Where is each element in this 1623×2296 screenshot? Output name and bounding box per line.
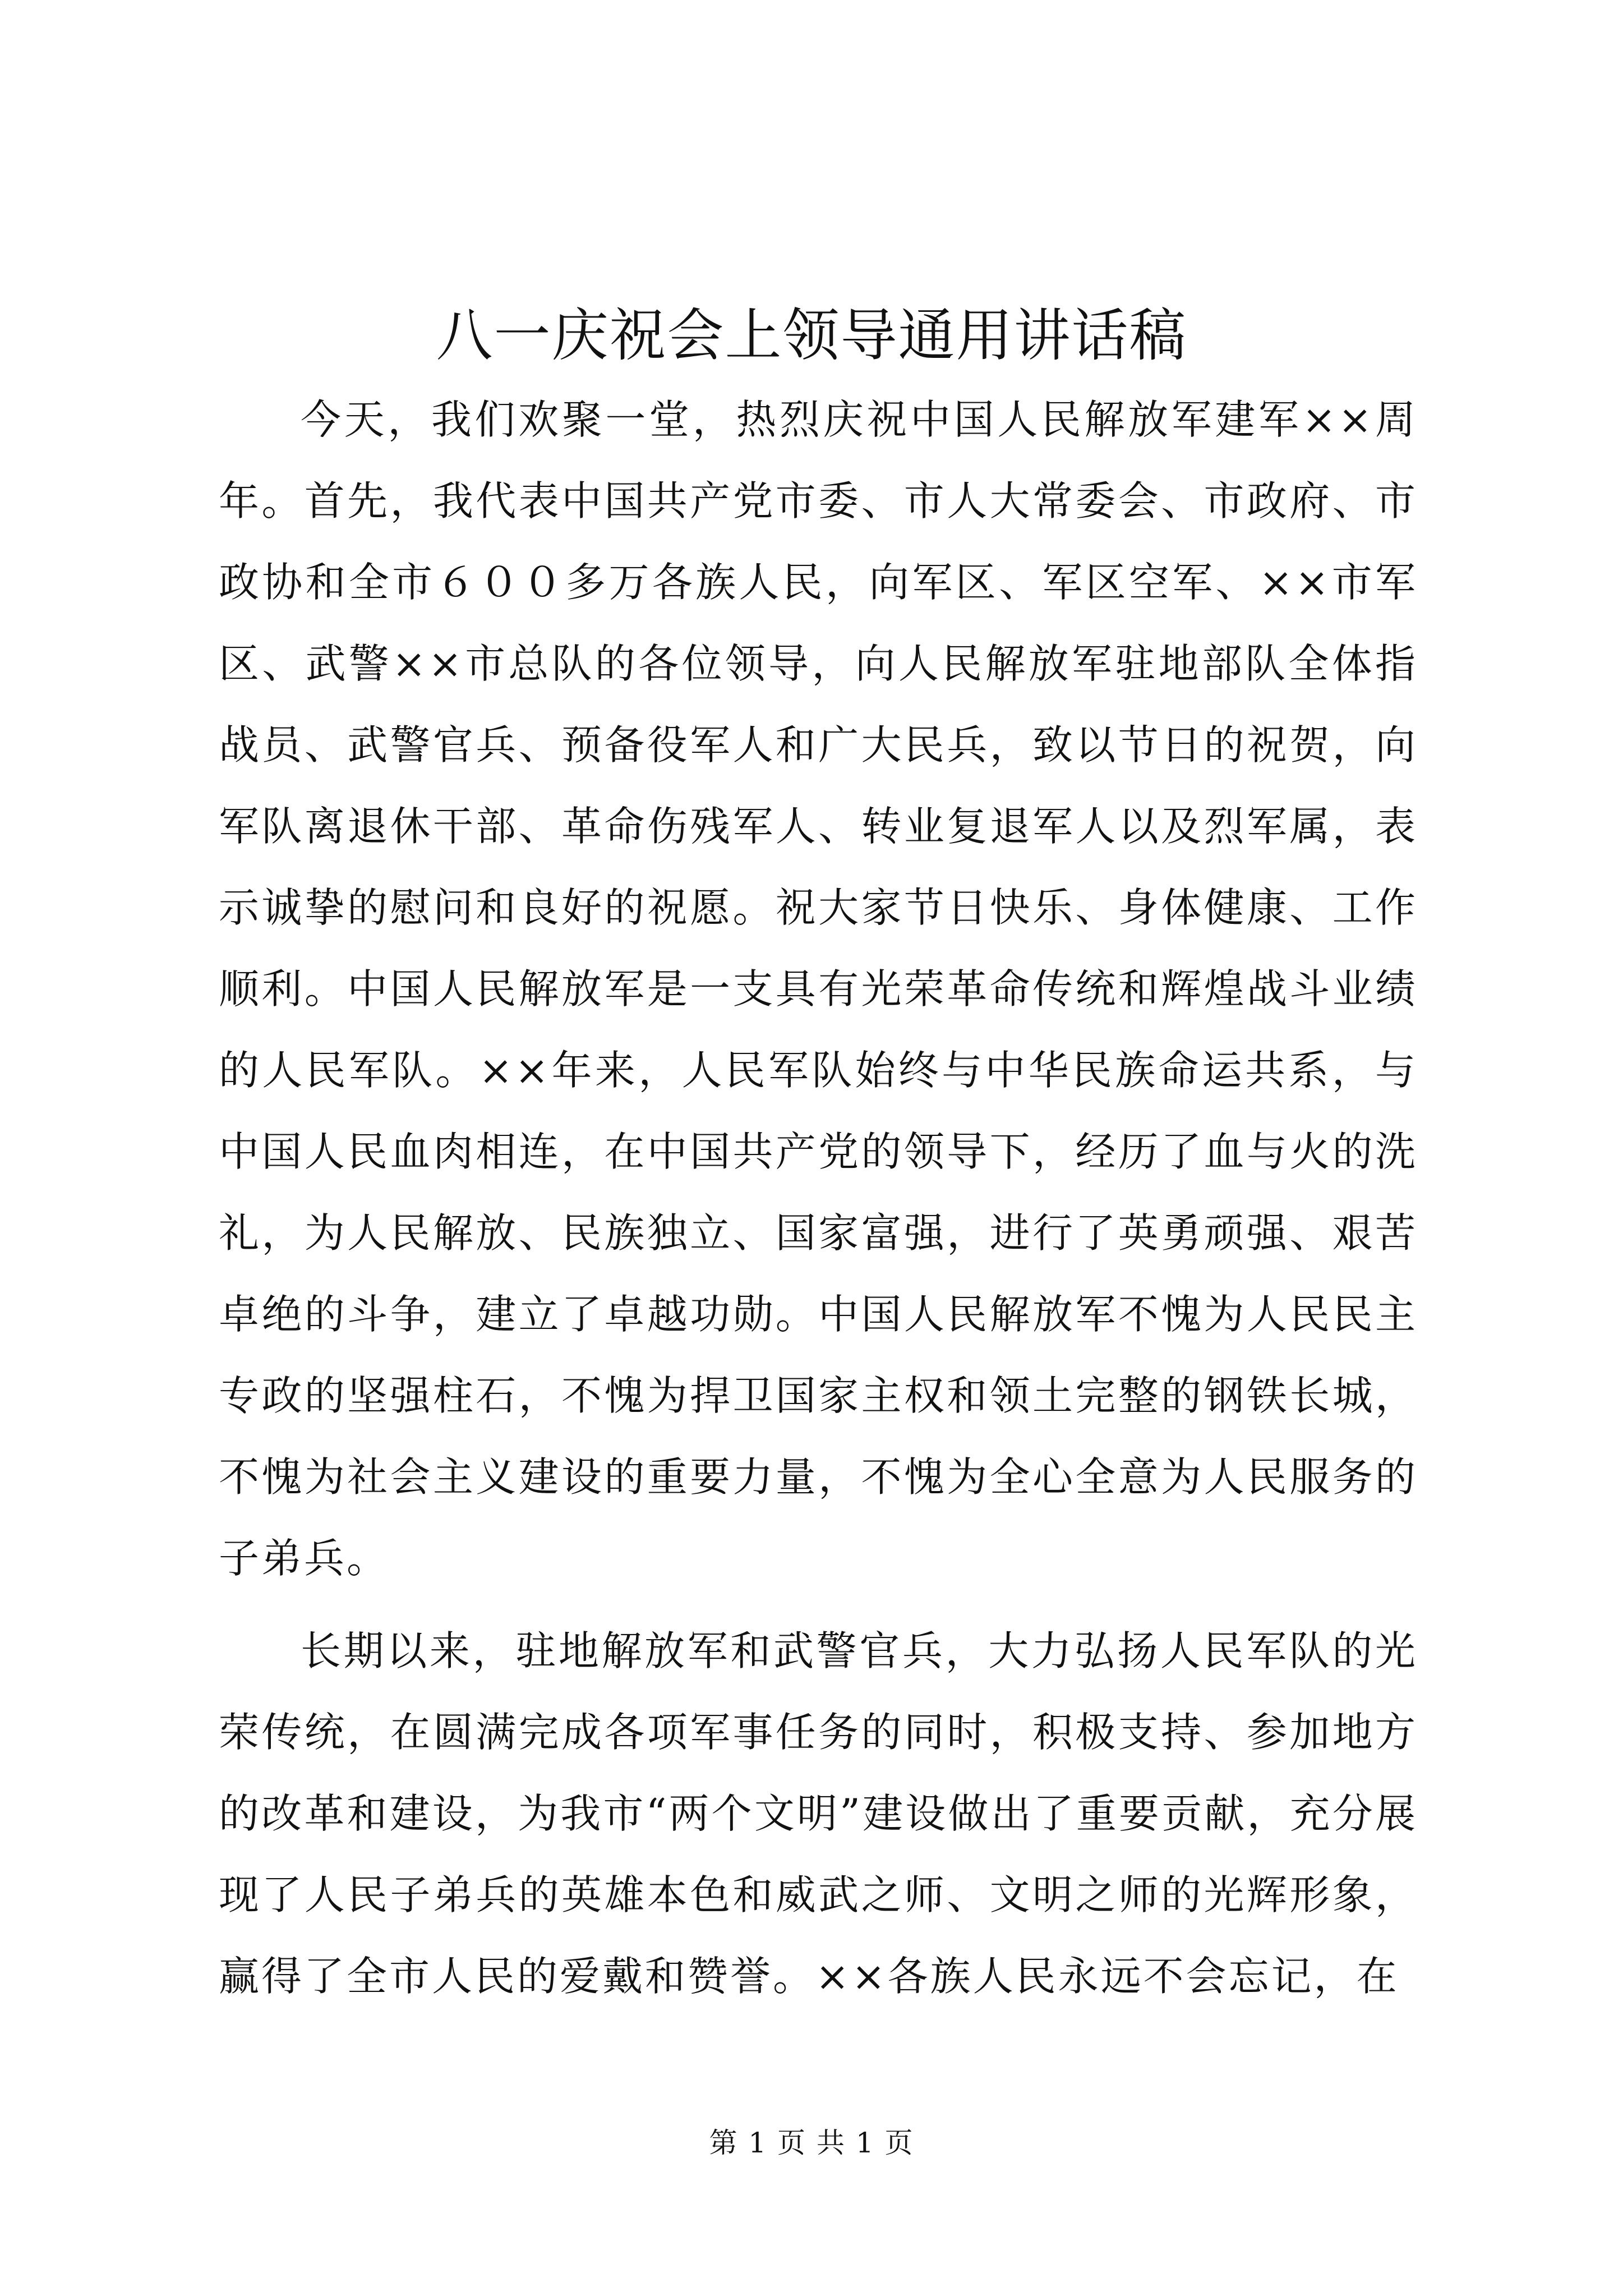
paragraph: 今天，我们欢聚一堂，热烈庆祝中国人民解放军建军××周年。首先，我代表中国共产党市委、市人大常委会、市政府、市政协和全市６００多万各族人民，向军区、军区空军、××市军区、武警××市总队的各位领导，向人民解放军驻地部队全体指战员、武警官兵、预备役军人和广大民兵，致以节日的祝贺，向军队离退休干部、革命伤残军人、转业复退军人以及烈军属，表示诚挚的慰问和良好的祝愿。祝大家节日快乐、身体健康、工作顺利。中国人民解放军是一支具有光荣革命传统和辉煌战斗业绩的人民军队。××年来，人民军队始终与中华民族命运共系，与中国人民血肉相连，在中国共产党的领导下，经历了血与火的洗礼，为人民解放、民族独立、国家富强，进行了英勇顽强、艰苦卓绝的斗争，建立了卓越功勋。中国人民解放军不愧为人民民主专政的坚强柱石，不愧为捍卫国家主权和领土完整的钢铁长城，不愧为社会主义建设的重要力量，不愧为全心全意为人民服务的子弟兵。 <box>219 396 1418 1582</box>
document-body <box>219 379 1418 2017</box>
document-title: 八一庆祝会上领导通用讲话稿 <box>436 302 1187 369</box>
paragraph: 长期以来，驻地解放军和武警官兵，大力弘扬人民军队的光荣传统，在圆满完成各项军事任务的同时，积极支持、参加地方的改革和建设，为我市“两个文明”建设做出了重要贡献，充分展现了人民子弟兵的英雄本色和威武之师、文明之师的光辉形象，赢得了全市人民的爱戴和赞誉。××各族人民永远不会忘记，在 <box>219 1627 1418 2000</box>
page-footer: 第 1 页 共 1 页 <box>709 2127 914 2159</box>
